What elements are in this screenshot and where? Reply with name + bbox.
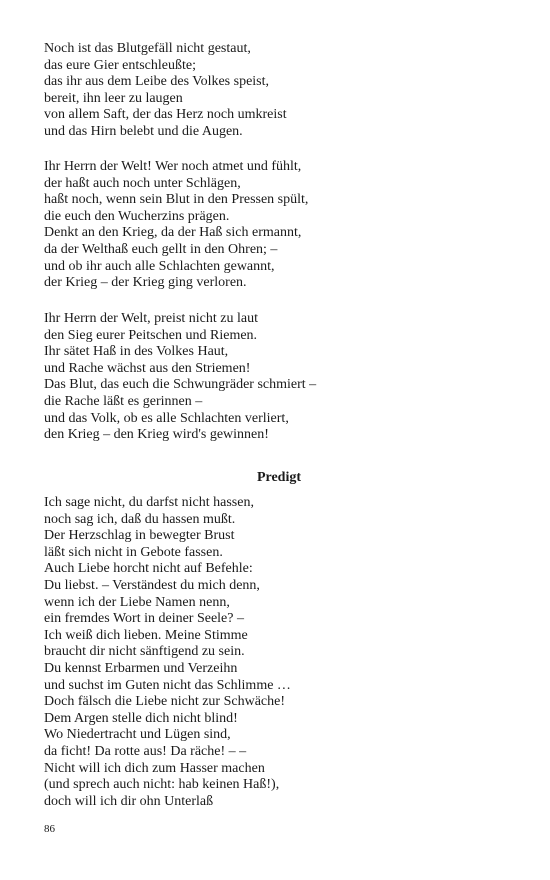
- poem-predigt: [44, 495, 514, 810]
- poem-line: und ob ihr auch alle Schlachten gewannt,: [44, 258, 275, 274]
- poem-line: Das Blut, das euch die Schwungräder schmiert –: [44, 377, 317, 393]
- poem-line: den Krieg – den Krieg wird's gewinnen!: [44, 427, 269, 443]
- poem-line: Ihr Herrn der Welt, preist nicht zu laut: [44, 311, 258, 326]
- poem-line: bereit, ihn leer zu laugen: [44, 90, 183, 106]
- poem-line: doch will ich dir ohn Unterlaß: [44, 793, 214, 809]
- poem-line: Ihr sätet Haß in des Volkes Haut,: [44, 344, 229, 360]
- poem-line: Wo Niedertracht und Lügen sind,: [44, 727, 231, 743]
- poem-line: Ihr Herrn der Welt! Wer noch atmet und fühlt,: [44, 159, 302, 174]
- poem-line: Noch ist das Blutgefäll nicht gestaut,: [44, 41, 251, 56]
- poem-line: wenn ich der Liebe Namen nenn,: [44, 594, 230, 610]
- poem-line: Du kennst Erbarmen und Verzeihn: [44, 660, 238, 676]
- poem-line: den Sieg eurer Peitschen und Riemen.: [44, 327, 258, 343]
- poem-line: die euch den Wucherzins prägen.: [44, 208, 230, 224]
- poem-line: Auch Liebe horcht nicht auf Befehle:: [44, 561, 253, 577]
- poem-line: Der Herzschlag in bewegter Brust: [44, 528, 235, 544]
- poem-line: (und sprech auch nicht: hab keinen Haß!),: [44, 777, 280, 793]
- poem-line: braucht dir nicht sänftigend zu sein.: [44, 644, 245, 660]
- poem-line: Du liebst. – Verständest du mich denn,: [44, 577, 260, 593]
- page-number: 86: [44, 823, 55, 835]
- poem-line: die Rache läßt es gerinnen –: [44, 393, 203, 409]
- poem-line: haßt noch, wenn sein Blut in den Pressen spült,: [44, 192, 309, 208]
- stanza-3: [44, 311, 514, 444]
- poem-line: und das Hirn belebt und die Augen.: [44, 123, 243, 139]
- poem-line: und Rache wächst aus den Striemen!: [44, 360, 251, 376]
- poem-line: da der Welthaß euch gellt in den Ohren; –: [44, 241, 278, 257]
- poem-line: Ich weiß dich lieben. Meine Stimme: [44, 627, 248, 643]
- poem-line: der Krieg – der Krieg ging verloren.: [44, 275, 247, 291]
- poem-line: Denkt an den Krieg, da der Haß sich ermannt,: [44, 225, 302, 241]
- poem-line: der haßt auch noch unter Schlägen,: [44, 175, 241, 191]
- poem-title: Predigt: [256, 470, 302, 485]
- poem-line: Nicht will ich dich zum Hasser machen: [44, 760, 265, 776]
- poem-line: da ficht! Da rotte aus! Da räche! – –: [44, 743, 247, 759]
- poem-line: läßt sich nicht in Gebote fassen.: [44, 544, 223, 560]
- poem-line: das eure Gier entschleußte;: [44, 57, 196, 73]
- poem-line: Dem Argen stelle dich nicht blind!: [44, 710, 238, 726]
- poem-line: und das Volk, ob es alle Schlachten verliert,: [44, 410, 289, 426]
- poem-line: Doch fälsch die Liebe nicht zur Schwäche!: [44, 694, 286, 710]
- poem-line: von allem Saft, der das Herz noch umkreist: [44, 107, 287, 123]
- stanza-2: [44, 159, 514, 292]
- poem-line: das ihr aus dem Leibe des Volkes speist,: [44, 74, 270, 90]
- stanza-1: [44, 41, 514, 141]
- poem-line: und suchst im Guten nicht das Schlimme …: [44, 677, 291, 693]
- poem-line: Ich sage nicht, du darfst nicht hassen,: [44, 495, 254, 510]
- poem-line: ein fremdes Wort in deiner Seele? –: [44, 611, 244, 627]
- poem-line: noch sag ich, daß du hassen mußt.: [44, 511, 236, 527]
